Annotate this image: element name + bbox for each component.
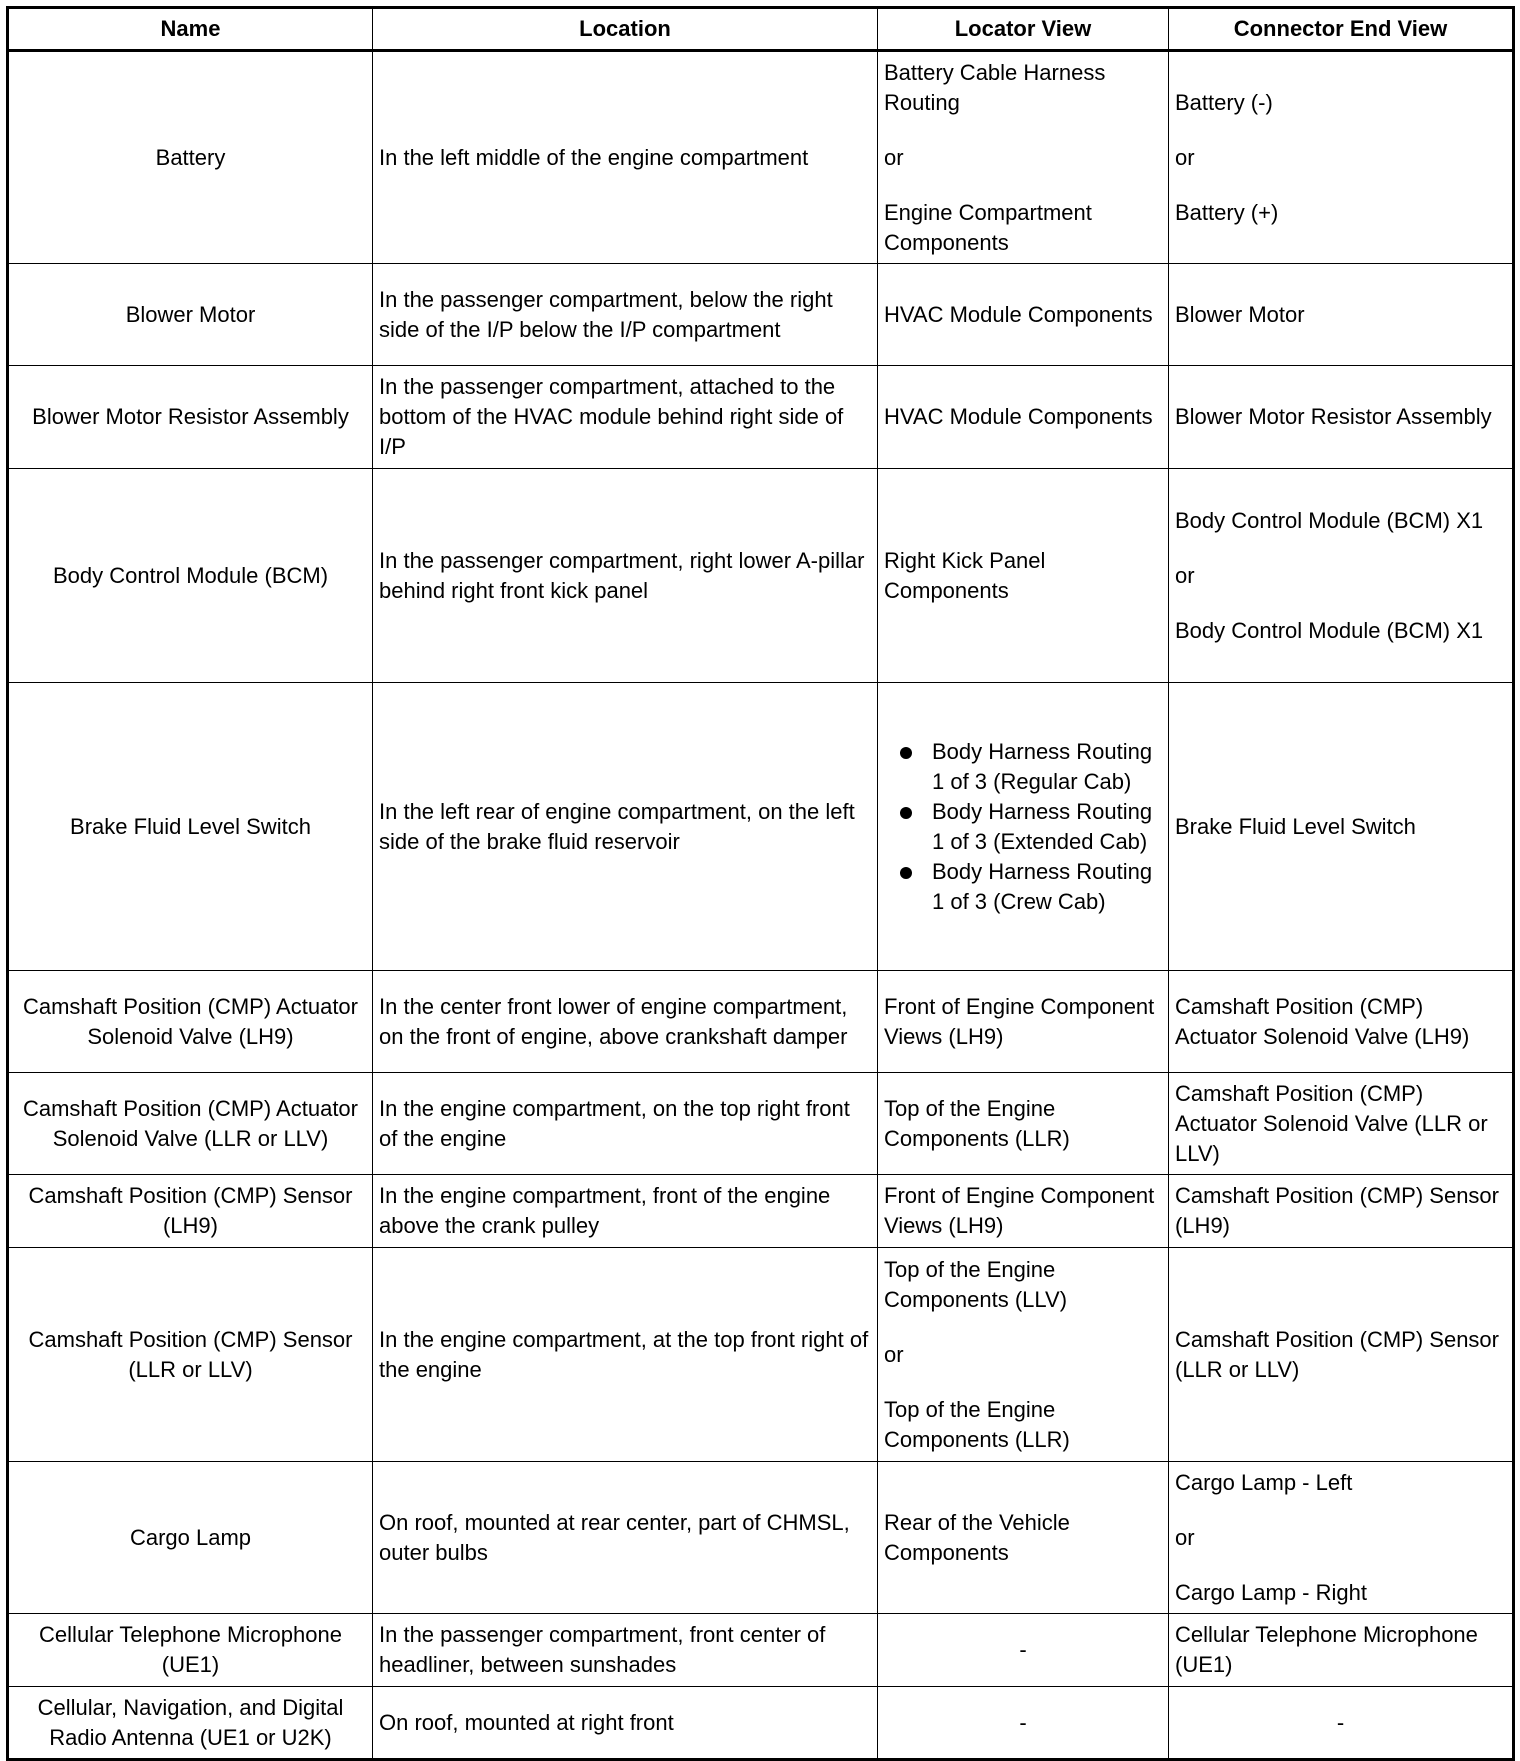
- connector-text: Camshaft Position (CMP) Sensor (LH9): [1175, 1183, 1499, 1238]
- component-locator-table: [6, 6, 1515, 1761]
- locator-cell: [878, 683, 1169, 971]
- name-cell: Blower Motor: [8, 264, 373, 366]
- table-row: [8, 1248, 1514, 1462]
- table-row: [8, 1687, 1514, 1760]
- connector-cell: [1169, 1614, 1514, 1687]
- location-cell: [373, 1175, 878, 1248]
- location-cell: [373, 366, 878, 469]
- name-cell: Blower Motor Resistor Assembly: [8, 366, 373, 469]
- location-text: In the engine compartment, at the top front right of the engine: [379, 1326, 869, 1382]
- header-row: [8, 8, 1514, 51]
- locator-cell: [878, 971, 1169, 1073]
- connector-text: Brake Fluid Level Switch: [1175, 813, 1416, 839]
- connector-cell: [1169, 469, 1514, 683]
- locator-cell: [878, 366, 1169, 469]
- name-cell: Camshaft Position (CMP) Sensor (LLR or LLV): [8, 1248, 373, 1462]
- locator-text: HVAC Module Components: [884, 404, 1153, 429]
- connector-text: Camshaft Position (CMP) Actuator Solenoid Valve (LLR or LLV): [1175, 1080, 1488, 1166]
- connector-text: Cargo Lamp - Right: [1175, 1579, 1367, 1605]
- locator-text: Top of the Engine Components (LLR): [884, 1095, 1070, 1151]
- locator-bullet-item: Body Harness Routing 1 of 3 (Regular Cab): [932, 737, 1162, 797]
- table-row: [8, 469, 1514, 683]
- location-cell: [373, 1614, 878, 1687]
- location-text: In the passenger compartment, attached to the bottom of the HVAC module behind right side of I/P: [379, 374, 844, 459]
- connector-cell: [1169, 366, 1514, 469]
- connector-text: Cellular Telephone Microphone (UE1): [1175, 1622, 1478, 1677]
- location-cell: [373, 264, 878, 366]
- locator-cell: [878, 1614, 1169, 1687]
- locator-text: Right Kick Panel Components: [884, 547, 1046, 603]
- connector-text: -: [1336, 1709, 1345, 1735]
- table-row: [8, 51, 1514, 264]
- connector-text: Battery (+): [1175, 199, 1279, 225]
- locator-text: Battery Cable Harness Routing: [884, 59, 1106, 115]
- locator-text: Front of Engine Component Views (LH9): [884, 1183, 1155, 1238]
- location-cell: [373, 1248, 878, 1462]
- location-cell: [373, 1462, 878, 1614]
- connector-text: Camshaft Position (CMP) Actuator Solenoid Valve (LH9): [1175, 993, 1470, 1049]
- locator-text: -: [1019, 1709, 1027, 1735]
- header-location: Location: [373, 8, 878, 51]
- table-row: [8, 1614, 1514, 1687]
- table-row: [8, 1175, 1514, 1248]
- connector-cell: [1169, 51, 1514, 264]
- connector-text: Battery (-): [1175, 89, 1273, 115]
- name-cell: Cellular Telephone Microphone (UE1): [8, 1614, 373, 1687]
- table-body: [8, 51, 1514, 1760]
- table-row: [8, 1073, 1514, 1175]
- connector-cell: [1169, 264, 1514, 366]
- name-cell: Camshaft Position (CMP) Actuator Solenoid Valve (LH9): [8, 971, 373, 1073]
- locator-text: Top of the Engine Components (LLV): [884, 1256, 1068, 1312]
- name-cell: Brake Fluid Level Switch: [8, 683, 373, 971]
- header-name: Name: [8, 8, 373, 51]
- locator-cell: [878, 1462, 1169, 1614]
- connector-text: Camshaft Position (CMP) Sensor (LLR or LLV): [1175, 1326, 1499, 1382]
- locator-text: Engine Compartment Components: [884, 199, 1092, 255]
- connector-text: Body Control Module (BCM) X1: [1175, 507, 1484, 533]
- connector-cell: [1169, 1248, 1514, 1462]
- table-row: [8, 366, 1514, 469]
- connector-text: Cargo Lamp - Left: [1175, 1469, 1353, 1495]
- location-text: In the left rear of engine compartment, on the left side of the brake fluid reservoir: [379, 798, 855, 854]
- location-cell: [373, 683, 878, 971]
- connector-cell: [1169, 683, 1514, 971]
- location-text: In the passenger compartment, below the right side of the I/P below the I/P compartment: [379, 286, 833, 342]
- location-text: In the engine compartment, front of the engine above the crank pulley: [379, 1183, 831, 1238]
- locator-text: or: [884, 1341, 904, 1367]
- locator-text: -: [1019, 1637, 1027, 1662]
- locator-text: Front of Engine Component Views (LH9): [884, 993, 1155, 1049]
- table-row: [8, 971, 1514, 1073]
- connector-text: Blower Motor: [1175, 301, 1305, 327]
- locator-cell: [878, 264, 1169, 366]
- location-text: In the engine compartment, on the top right front of the engine: [379, 1095, 850, 1151]
- connector-cell: [1169, 971, 1514, 1073]
- locator-cell: [878, 1687, 1169, 1760]
- location-cell: [373, 51, 878, 264]
- name-cell: Camshaft Position (CMP) Sensor (LH9): [8, 1175, 373, 1248]
- connector-cell: [1169, 1462, 1514, 1614]
- name-cell: Cellular, Navigation, and Digital Radio Antenna (UE1 or U2K): [8, 1687, 373, 1760]
- locator-bullet-item: Body Harness Routing 1 of 3 (Extended Cab): [932, 797, 1162, 857]
- table-row: [8, 683, 1514, 971]
- table-row: [8, 1462, 1514, 1614]
- locator-text: or: [884, 144, 904, 170]
- locator-cell: [878, 51, 1169, 264]
- location-text: On roof, mounted at rear center, part of CHMSL, outer bulbs: [379, 1509, 850, 1565]
- connector-cell: [1169, 1175, 1514, 1248]
- header-locator-view: Locator View: [878, 8, 1169, 51]
- connector-cell: [1169, 1073, 1514, 1175]
- locator-text: Top of the Engine Components (LLR): [884, 1396, 1070, 1452]
- connector-text: or: [1175, 562, 1195, 588]
- location-cell: [373, 971, 878, 1073]
- connector-text: or: [1175, 144, 1195, 170]
- connector-cell: [1169, 1687, 1514, 1760]
- locator-text: Rear of the Vehicle Components: [884, 1509, 1070, 1565]
- location-text: In the passenger compartment, front center of headliner, between sunshades: [379, 1622, 826, 1677]
- table-row: [8, 264, 1514, 366]
- name-cell: Body Control Module (BCM): [8, 469, 373, 683]
- locator-bullet-item: Body Harness Routing 1 of 3 (Crew Cab): [932, 857, 1162, 917]
- location-cell: [373, 469, 878, 683]
- name-cell: Camshaft Position (CMP) Actuator Solenoid Valve (LLR or LLV): [8, 1073, 373, 1175]
- locator-cell: [878, 1073, 1169, 1175]
- location-text: In the passenger compartment, right lower A-pillar behind right front kick panel: [379, 547, 865, 603]
- locator-cell: [878, 469, 1169, 683]
- locator-text: HVAC Module Components: [884, 301, 1153, 327]
- location-text: On roof, mounted at right front: [379, 1709, 674, 1735]
- location-cell: [373, 1073, 878, 1175]
- connector-text: Blower Motor Resistor Assembly: [1175, 404, 1492, 429]
- location-text: In the center front lower of engine compartment, on the front of engine, above crankshaft damper: [379, 993, 848, 1049]
- location-cell: [373, 1687, 878, 1760]
- locator-bullet-list: [884, 737, 1162, 917]
- header-connector-end-view: Connector End View: [1169, 8, 1514, 51]
- name-cell: Battery: [8, 51, 373, 264]
- connector-text: or: [1175, 1524, 1195, 1550]
- name-cell: Cargo Lamp: [8, 1462, 373, 1614]
- connector-text: Body Control Module (BCM) X1: [1175, 617, 1484, 643]
- location-text: In the left middle of the engine compartment: [379, 144, 809, 170]
- locator-cell: [878, 1248, 1169, 1462]
- locator-cell: [878, 1175, 1169, 1248]
